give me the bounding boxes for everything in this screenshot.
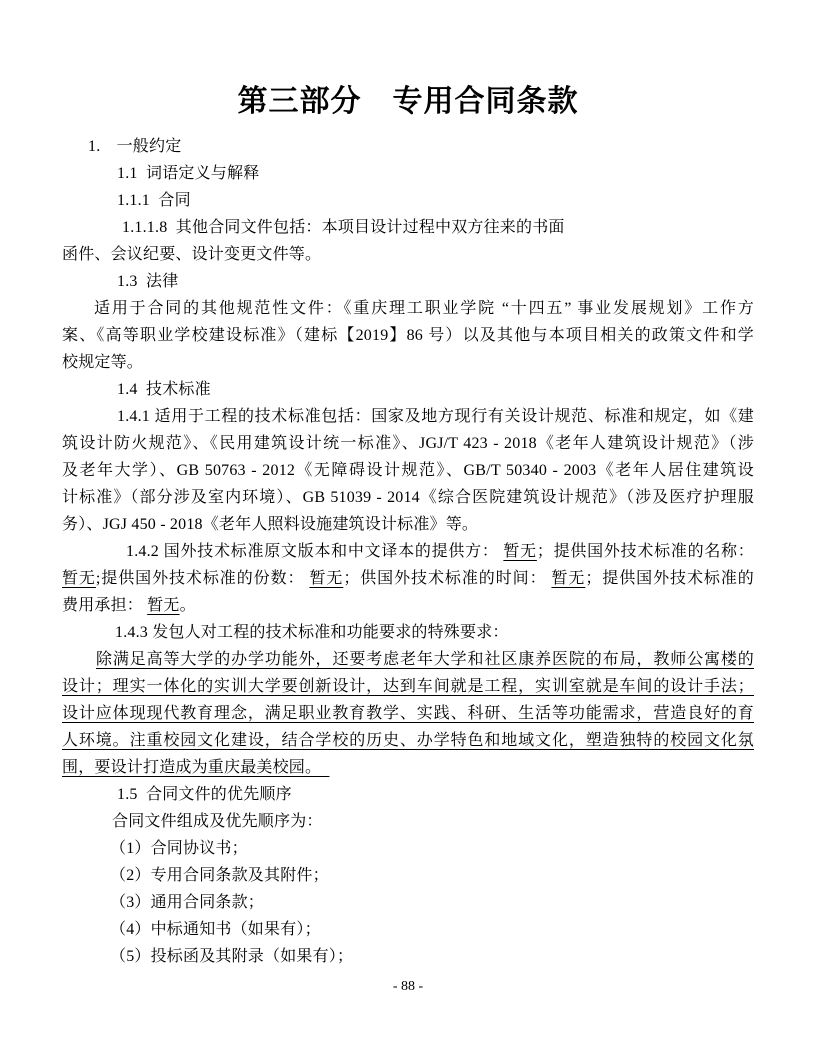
text-line (62, 349, 754, 376)
text-span: 案、《高等职业学校建设标准》（建标【2019】86 号）以及其他与本项目相关的政策文件和学 (62, 327, 754, 344)
text-span: 1.1.1.8 其他合同文件包括：本项目设计过程中双方往来的书面 (122, 219, 565, 236)
clause-1-1-1-heading (62, 187, 754, 214)
text-line (62, 133, 754, 160)
text-span: 1.4 技术标准 (117, 381, 211, 398)
text-span: 费用承担： (62, 597, 148, 614)
priority-item-4 (62, 916, 754, 943)
text-span: ；提供国外技术标准的名称： (536, 543, 755, 560)
text-span: （5）投标函及其附录（如果有）； (110, 948, 354, 965)
clause-1-heading (62, 133, 754, 160)
page-number: - 88 - (392, 979, 424, 994)
text-line (62, 214, 754, 241)
text-span: 除满足高等大学的办学功能外，还要考虑老年大学和社区康养医院的布局，教师公寓楼的 (96, 651, 754, 668)
clause-1-3-heading (62, 268, 754, 295)
text-span: 1.3 法律 (117, 273, 179, 290)
priority-item-5 (62, 943, 754, 970)
priority-intro (62, 808, 754, 835)
text-span: （3）通用合同条款； (110, 894, 265, 911)
text-span: ;提供国外技术标准的份数： (95, 570, 310, 587)
text-line (62, 646, 754, 673)
text-span: 合同文件组成及优先顺序为： (112, 813, 323, 830)
text-span: （1）合同协议书； (110, 840, 248, 857)
text-line (62, 862, 754, 889)
text-span: 筑设计防火规范》、《民用建筑设计统一标准》、JGJ/T 423 - 2018《老年人建筑设计规范》（涉 (62, 435, 754, 452)
priority-item-1 (62, 835, 754, 862)
text-line (62, 781, 754, 808)
text-span: 设计；理实一体化的实训大学要创新设计，达到车间就是工程，实训室就是车间的设计手法； (62, 678, 754, 695)
document-body (62, 133, 754, 970)
priority-item-3 (62, 889, 754, 916)
underlined-blank: 暂无 (62, 570, 96, 587)
text-span: 校规定等。 (62, 354, 144, 371)
text-line (62, 727, 754, 754)
text-span: 务）、JGJ 450 - 2018《老年人照料设施建筑设计标准》等。 (62, 516, 479, 533)
text-span: 1.1 词语定义与解释 (117, 165, 260, 182)
document-title: 第三部分 专用合同条款 (237, 85, 579, 118)
text-line (62, 403, 754, 430)
text-line (62, 160, 754, 187)
text-line (62, 943, 754, 970)
clause-1-4-heading (62, 376, 754, 403)
text-span: 及老年大学）、GB 50763 - 2012《无障碍设计规范》、GB/T 50340 - 2003《老年人居住建筑设 (62, 462, 754, 479)
text-line (62, 295, 754, 322)
text-line (62, 889, 754, 916)
text-span: ；提供国外技术标准的 (585, 570, 754, 587)
text-span: 函件、会议纪要、设计变更文件等。 (62, 246, 322, 263)
text-line (62, 538, 754, 565)
text-line (62, 754, 754, 781)
text-line (62, 592, 754, 619)
text-span: （4）中标通知书（如果有）； (110, 921, 321, 938)
text-line (62, 268, 754, 295)
text-span: 人环境。注重校园文化建设，结合学校的历史、办学特色和地域文化，塑造独特的校园文化氛 (62, 732, 754, 749)
text-line (62, 700, 754, 727)
underlined-blank: 暂无 (147, 597, 180, 614)
text-span: ；供国外技术标准的时间： (343, 570, 552, 587)
text-span: 1. 一般约定 (88, 138, 182, 155)
clause-1-4-2-paragraph (62, 538, 754, 619)
underlined-blank: 暂无 (309, 570, 344, 587)
underlined-blank: 暂无 (551, 570, 586, 587)
text-line (62, 511, 754, 538)
clause-1-1-heading (62, 160, 754, 187)
text-span: 设计应体现现代教育理念，满足职业教育教学、实践、科研、生活等功能需求，营造良好的育 (62, 705, 754, 722)
text-line (62, 484, 754, 511)
text-span: 适用于合同的其他规范性文件：《重庆理工职业学院 “十四五” 事业发展规划》工作方 (94, 300, 754, 317)
text-line (62, 565, 754, 592)
text-line (62, 376, 754, 403)
text-line (62, 187, 754, 214)
clause-1-3-paragraph (62, 295, 754, 376)
text-span: 1.1.1 合同 (117, 192, 191, 209)
text-line (62, 916, 754, 943)
priority-item-2 (62, 862, 754, 889)
text-line (62, 457, 754, 484)
text-line (62, 808, 754, 835)
clause-1-4-3-paragraph (62, 619, 754, 646)
text-line (62, 619, 754, 646)
text-line (62, 241, 754, 268)
text-span: 。 (179, 597, 196, 614)
clause-1-1-1-8-paragraph (62, 214, 754, 268)
clause-1-4-3-requirements (62, 646, 754, 781)
text-span: 计标准》（部分涉及室内环境）、GB 51039 - 2014《综合医院建筑设计规范》（涉及医疗护理服 (62, 489, 754, 506)
text-span: （2）专用合同条款及其附件； (110, 867, 329, 884)
text-span: 1.4.1 适用于工程的技术标准包括：国家及地方现行有关设计规范、标准和规定，如《建 (117, 408, 754, 425)
clause-1-4-1-paragraph (62, 403, 754, 538)
text-span: 1.4.3 发包人对工程的技术标准和功能要求的特殊要求： (115, 624, 509, 641)
text-line (62, 673, 754, 700)
text-line (62, 430, 754, 457)
clause-1-5-heading (62, 781, 754, 808)
text-span: 1.4.2 国外技术标准原文版本和中文译本的提供方： (126, 543, 504, 560)
text-span: 1.5 合同文件的优先顺序 (117, 786, 292, 803)
text-span: 围，要设计打造成为重庆最美校园。 (62, 759, 330, 776)
text-line (62, 835, 754, 862)
text-line (62, 322, 754, 349)
underlined-blank: 暂无 (503, 543, 537, 560)
